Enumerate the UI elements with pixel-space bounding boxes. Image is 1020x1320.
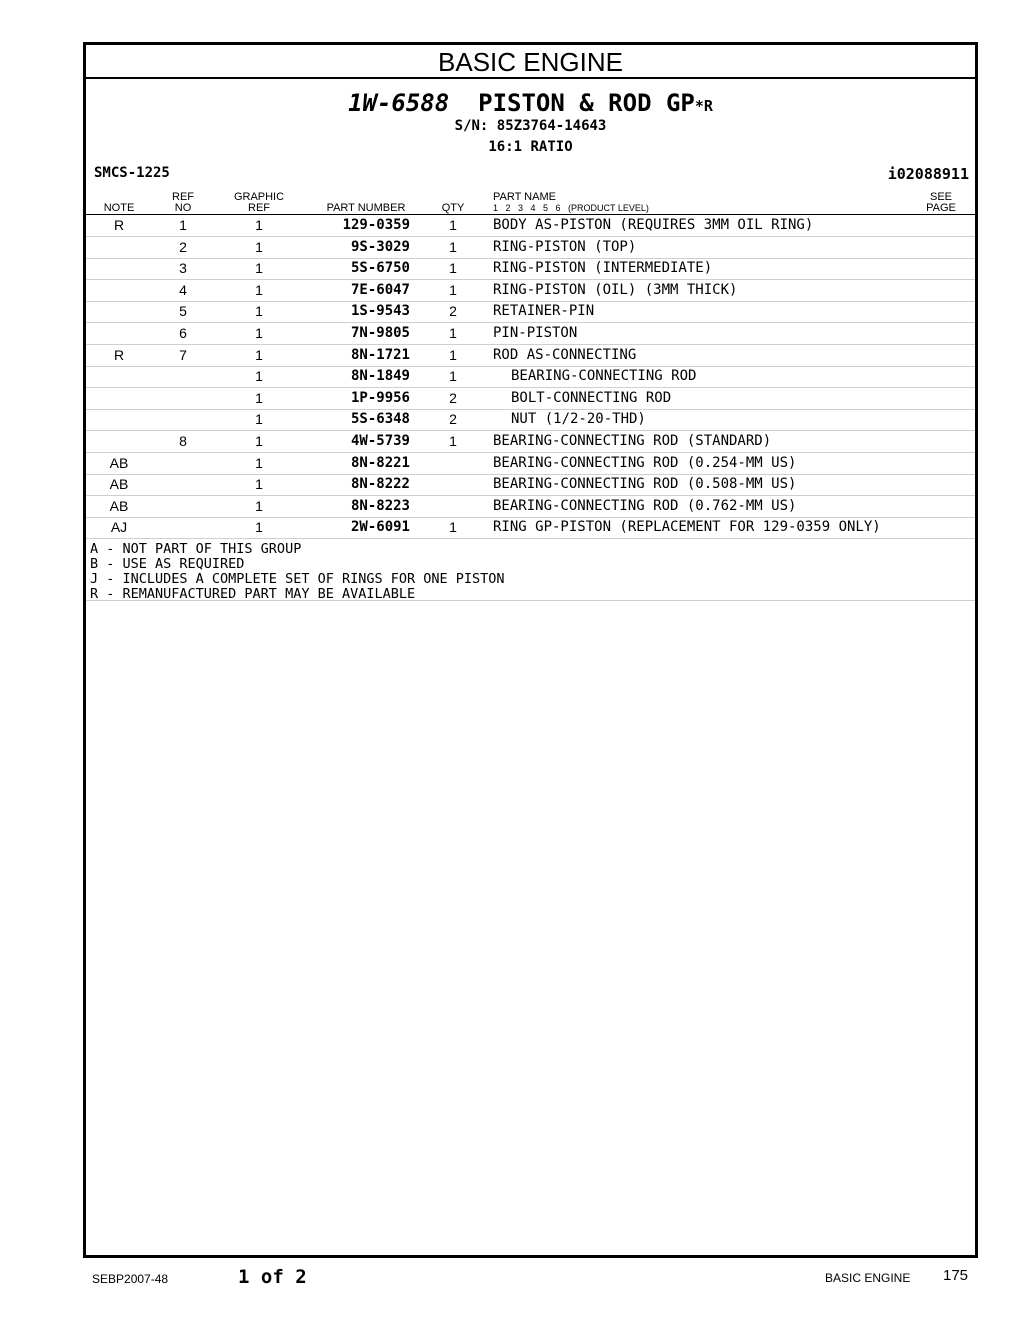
quantity-cell: 1 xyxy=(449,217,457,233)
table-row xyxy=(86,496,975,518)
note-cell: AB xyxy=(109,476,129,493)
part-name-cell: RING-PISTON (INTERMEDIATE) xyxy=(493,260,713,277)
quantity-cell: 1 xyxy=(449,260,457,277)
part-name-cell: BEARING-CONNECTING ROD (STANDARD) xyxy=(493,433,772,449)
graphic-ref-cell: 1 xyxy=(255,346,263,363)
table-row xyxy=(86,453,975,475)
ref-number-cell: 7 xyxy=(179,346,187,363)
graphic-ref-cell: 1 xyxy=(255,389,263,406)
document-id: i02088911 xyxy=(887,165,969,183)
header-graphic-bottom: REF xyxy=(248,202,270,214)
part-name-cell: BEARING-CONNECTING ROD (0.254-MM US) xyxy=(493,454,797,471)
footer-page-number: 175 xyxy=(943,1267,969,1284)
graphic-ref-cell: 1 xyxy=(255,368,263,385)
table-row xyxy=(86,388,975,410)
footer-section: BASIC ENGINE xyxy=(825,1271,911,1285)
table-row xyxy=(86,431,975,453)
part-name-cell: BOLT-CONNECTING ROD xyxy=(511,389,672,406)
notes-rule xyxy=(86,600,975,601)
ref-number-cell: 8 xyxy=(179,433,187,449)
quantity-cell: 1 xyxy=(449,519,457,536)
graphic-ref-cell: 1 xyxy=(255,476,263,493)
table-row xyxy=(86,215,975,237)
quantity-cell: 1 xyxy=(449,368,457,385)
quantity-cell: 2 xyxy=(449,389,457,406)
footer-page-of: 1 of 2 xyxy=(238,1266,307,1288)
note-line: A - NOT PART OF THIS GROUP xyxy=(90,541,302,557)
part-number-cell: 5S-6750 xyxy=(350,260,410,277)
table-row xyxy=(86,237,975,259)
graphic-ref-cell: 1 xyxy=(255,497,263,514)
part-number-cell: 8N-1721 xyxy=(350,346,410,363)
header-part-number: PART NUMBER xyxy=(326,202,406,214)
part-name-cell: PIN-PISTON xyxy=(493,325,578,341)
graphic-ref-cell: 1 xyxy=(255,519,263,536)
quantity-cell: 1 xyxy=(449,325,457,341)
quantity-cell: 2 xyxy=(449,303,457,320)
part-name-cell: RING-PISTON (TOP) xyxy=(493,238,637,255)
part-number-cell: 1P-9956 xyxy=(350,389,410,406)
table-row xyxy=(86,409,975,431)
part-number-cell: 8N-8223 xyxy=(350,497,410,514)
note-cell: R xyxy=(113,346,125,363)
part-number-cell: 7E-6047 xyxy=(350,281,410,298)
ref-number-cell: 3 xyxy=(179,260,187,277)
table-row xyxy=(86,474,975,496)
note-cell: AJ xyxy=(110,519,128,536)
header-note: NOTE xyxy=(103,202,135,214)
notes-legend xyxy=(90,542,505,602)
header-part-name: PART NAME xyxy=(493,191,556,203)
part-name-cell: BODY AS-PISTON (REQUIRES 3MM OIL RING) xyxy=(493,217,814,233)
header-ref-top: REF xyxy=(172,191,194,203)
table-row xyxy=(86,258,975,280)
part-name-cell: BEARING-CONNECTING ROD xyxy=(511,368,697,385)
group-suffix: *R xyxy=(694,97,713,115)
table-row xyxy=(86,517,975,539)
part-number-cell: 9S-3029 xyxy=(350,238,410,255)
group-part-number: 1W-6588 xyxy=(348,89,450,117)
part-name-cell: ROD AS-CONNECTING xyxy=(493,346,637,363)
table-row xyxy=(86,366,975,388)
note-line: B - USE AS REQUIRED xyxy=(90,556,245,572)
part-number-cell: 8N-8221 xyxy=(350,454,410,471)
note-cell: AB xyxy=(109,497,129,514)
header-ref-bottom: NO xyxy=(174,202,192,214)
part-name-cell: BEARING-CONNECTING ROD (0.508-MM US) xyxy=(493,476,797,493)
part-name-cell: NUT (1/2-20-THD) xyxy=(511,411,646,428)
parts-page-frame xyxy=(83,42,978,1258)
graphic-ref-cell: 1 xyxy=(255,260,263,277)
part-name-cell: BEARING-CONNECTING ROD (0.762-MM US) xyxy=(493,497,797,514)
part-number-cell: 2W-6091 xyxy=(350,519,410,536)
table-row xyxy=(86,301,975,323)
section-title: BASIC ENGINE xyxy=(86,45,975,79)
part-number-cell: 8N-1849 xyxy=(350,368,410,385)
note-cell: R xyxy=(113,217,125,233)
graphic-ref-cell: 1 xyxy=(255,281,263,298)
ref-number-cell: 6 xyxy=(179,325,187,341)
graphic-ref-cell: 1 xyxy=(255,454,263,471)
header-product-levels: 1 2 3 4 5 6 (PRODUCT LEVEL) xyxy=(493,203,649,213)
part-name-cell: RING-PISTON (OIL) (3MM THICK) xyxy=(493,281,738,298)
quantity-cell: 1 xyxy=(449,238,457,255)
header-see-top: SEE xyxy=(929,191,952,203)
part-name-cell: RING GP-PISTON (REPLACEMENT FOR 129-0359 ONLY) xyxy=(493,519,881,536)
part-number-cell: 7N-9805 xyxy=(350,325,410,341)
table-row xyxy=(86,345,975,367)
ref-number-cell: 5 xyxy=(179,303,187,320)
graphic-ref-cell: 1 xyxy=(255,217,263,233)
table-row xyxy=(86,280,975,302)
part-number-cell: 4W-5739 xyxy=(350,433,410,449)
ref-number-cell: 1 xyxy=(179,217,187,233)
part-name-cell: RETAINER-PIN xyxy=(493,303,595,320)
note-line: J - INCLUDES A COMPLETE SET OF RINGS FOR ONE PISTON xyxy=(90,571,505,587)
ref-number-cell: 2 xyxy=(179,238,187,255)
header-qty: QTY xyxy=(441,202,465,214)
quantity-cell: 1 xyxy=(449,281,457,298)
part-number-cell: 5S-6348 xyxy=(350,411,410,428)
header-graphic-top: GRAPHIC xyxy=(233,191,285,203)
ref-number-cell: 4 xyxy=(179,281,187,298)
part-number-cell: 129-0359 xyxy=(342,217,410,233)
note-cell: AB xyxy=(109,454,129,471)
group-title xyxy=(86,89,975,117)
graphic-ref-cell: 1 xyxy=(255,325,263,341)
quantity-cell: 1 xyxy=(449,346,457,363)
serial-number: S/N: 85Z3764-14643 xyxy=(454,118,607,134)
part-number-cell: 1S-9543 xyxy=(350,303,410,320)
graphic-ref-cell: 1 xyxy=(255,238,263,255)
footer-doc-number: SEBP2007-48 xyxy=(92,1272,169,1286)
graphic-ref-cell: 1 xyxy=(255,303,263,320)
group-name: PISTON & ROD GP xyxy=(478,89,695,117)
table-row xyxy=(86,323,975,345)
note-line: R - REMANUFACTURED PART MAY BE AVAILABLE xyxy=(90,586,416,602)
header-see-bottom: PAGE xyxy=(926,202,956,214)
smcs-code: SMCS-1225 xyxy=(94,165,170,181)
graphic-ref-cell: 1 xyxy=(255,433,263,449)
ratio: 16:1 RATIO xyxy=(488,139,573,155)
part-number-cell: 8N-8222 xyxy=(350,476,410,493)
quantity-cell: 2 xyxy=(449,411,457,428)
graphic-ref-cell: 1 xyxy=(255,411,263,428)
quantity-cell: 1 xyxy=(449,433,457,449)
